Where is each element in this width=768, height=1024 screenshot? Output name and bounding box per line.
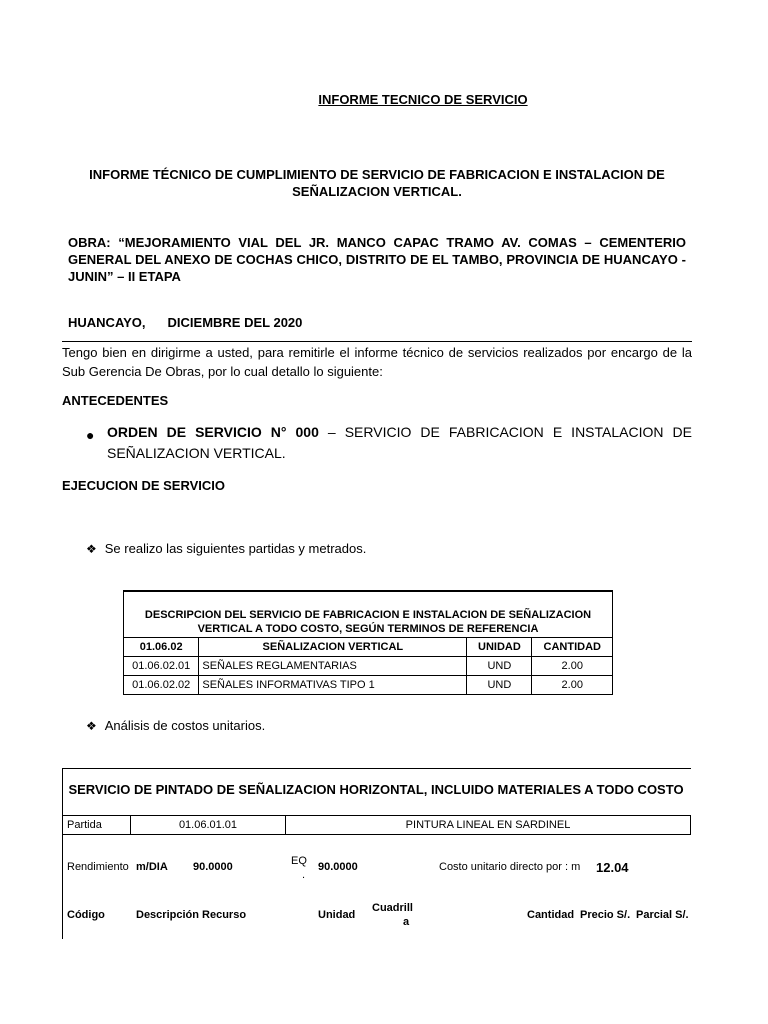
antecedentes-heading: ANTECEDENTES bbox=[62, 393, 169, 408]
partida-table bbox=[62, 815, 691, 835]
col-unit: UNIDAD bbox=[467, 638, 532, 657]
col-codigo: Código bbox=[67, 909, 105, 921]
table-row: 01.06.02.01 SEÑALES REGLAMENTARIAS UND 2.00 bbox=[124, 657, 613, 676]
document-title: INFORME TECNICO DE SERVICIO bbox=[318, 92, 528, 107]
date: DICIEMBRE DEL 2020 bbox=[167, 315, 303, 330]
table-row: 01.06.02.02 SEÑALES INFORMATIVAS TIPO 1 UND 2.00 bbox=[124, 676, 613, 695]
rendimiento-unit: m/DIA bbox=[136, 861, 168, 873]
orden-servicio-text: – SERVICIO DE FABRICACION E INSTALACION DE SEÑALIZACION VERTICAL. bbox=[107, 424, 692, 461]
list-item bbox=[86, 718, 265, 733]
list-item bbox=[86, 541, 366, 556]
eq-value: 90.0000 bbox=[318, 861, 358, 873]
col-cuadrilla-2: a bbox=[403, 916, 410, 928]
col-description: SEÑALIZACION VERTICAL bbox=[199, 638, 467, 657]
costos-table-title: SERVICIO DE PINTADO DE SEÑALIZACION HORIZONTAL, INCLUIDO MATERIALES A TODO COSTO bbox=[68, 782, 684, 797]
eq-dot: . bbox=[302, 869, 306, 881]
diamond-bullet-icon: ❖ bbox=[86, 719, 97, 733]
item-partidas: Se realizo las siguientes partidas y metrados. bbox=[104, 541, 367, 556]
metrados-table-header: DESCRIPCION DEL SERVICIO DE FABRICACION E INSTALACION DE SEÑALIZACION VERTICAL A TODO COSTO, SEGÚN TERMINOS DE REFERENCIA bbox=[124, 591, 613, 638]
metrados-table bbox=[123, 590, 613, 695]
orden-servicio-item bbox=[107, 422, 692, 464]
col-cuadrilla-1: Cuadrill bbox=[372, 902, 413, 914]
partida-label: Partida bbox=[63, 816, 131, 835]
col-parcial: Parcial S/. bbox=[636, 909, 689, 921]
place-date bbox=[68, 315, 302, 330]
costo-unitario-value: 12.04 bbox=[596, 860, 629, 875]
col-cantidad: Cantidad bbox=[527, 909, 575, 921]
bullet-dot-icon: ● bbox=[86, 427, 95, 443]
intro-paragraph: Tengo bien en dirigirme a usted, para remitirle el informe técnico de servicios realizados por encargo de la Sub Gerencia De Obras, por lo cual detallo lo siguiente: bbox=[62, 345, 692, 379]
col-unidad: Unidad bbox=[318, 909, 356, 921]
diamond-bullet-icon: ❖ bbox=[86, 542, 97, 556]
divider-line bbox=[62, 341, 692, 342]
partida-code: 01.06.01.01 bbox=[131, 816, 286, 835]
rendimiento-label: Rendimiento bbox=[67, 861, 129, 873]
col-precio: Precio S/. bbox=[580, 909, 631, 921]
col-code: 01.06.02 bbox=[124, 638, 199, 657]
document-subtitle: INFORME TÉCNICO DE CUMPLIMIENTO DE SERVICIO DE FABRICACION E INSTALACION DE SEÑALIZACION VERTICAL. bbox=[89, 167, 665, 199]
costo-unitario-label: Costo unitario directo por : m bbox=[439, 861, 581, 873]
obra-description: OBRA: “MEJORAMIENTO VIAL DEL JR. MANCO CAPAC TRAMO AV. COMAS – CEMENTERIO GENERAL DEL ANEXO DE COCHAS CHICO, DISTRITO DE EL TAMBO, PROVINCIA DE HUANCAYO - JUNIN” – II ETAPA bbox=[68, 235, 686, 284]
col-quantity: CANTIDAD bbox=[532, 638, 613, 657]
eq-label: EQ bbox=[291, 855, 307, 867]
city: HUANCAYO, bbox=[68, 315, 146, 330]
item-analisis: Análisis de costos unitarios. bbox=[104, 718, 266, 733]
rendimiento-value: 90.0000 bbox=[193, 861, 233, 873]
ejecucion-heading: EJECUCION DE SERVICIO bbox=[62, 478, 226, 493]
partida-description: PINTURA LINEAL EN SARDINEL bbox=[286, 816, 691, 835]
col-descripcion: Descripción Recurso bbox=[136, 909, 247, 921]
orden-servicio-number: ORDEN DE SERVICIO N° 000 bbox=[107, 424, 319, 440]
